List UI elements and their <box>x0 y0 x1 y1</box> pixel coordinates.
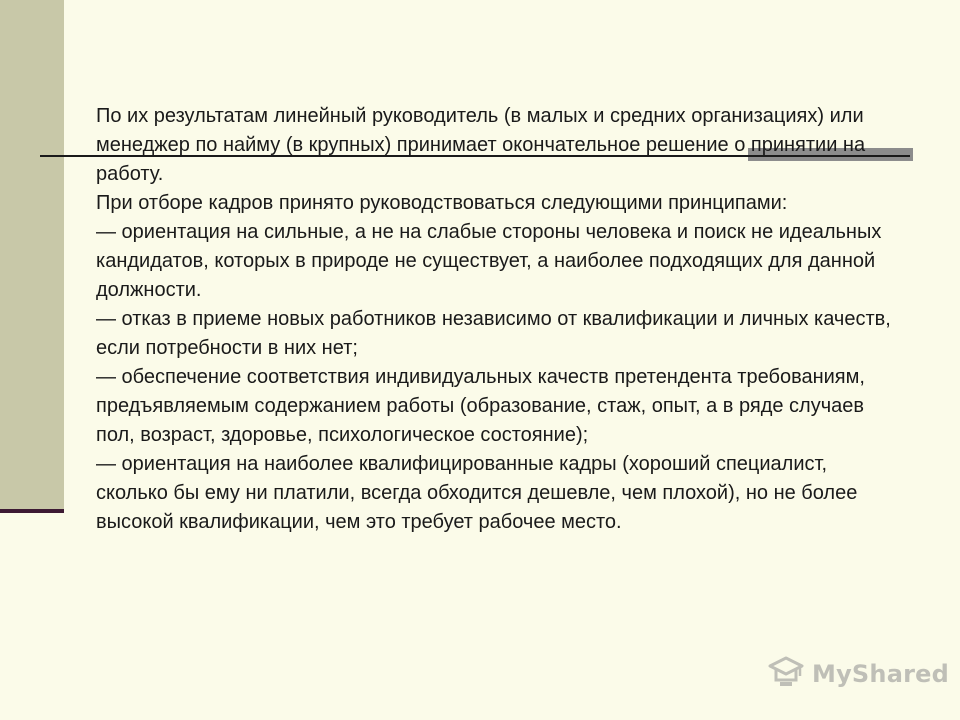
myshared-watermark <box>766 656 949 692</box>
paragraph-principle-conformity: — обеспечение соответствия индивидуальных качеств претендента требованиям, предъявляемым содержанием работы (образование, стаж, опыт, а в ряде случаев пол, возраст, здоровье, психологическое состояние); <box>96 366 865 446</box>
paragraph-principle-qualified: — ориентация на наиболее квалифицированные кадры (хороший специалист, сколько бы ему ни платили, всегда обходится дешевле, чем плохой), но не более высокой квалификации, чем это требует рабочее место. <box>96 453 858 533</box>
slide-body <box>96 102 896 537</box>
left-bar-bottom-line <box>0 509 64 513</box>
paragraph-principle-refusal: — отказ в приеме новых работников независимо от квалификации и личных качеств, если потребности в них нет; <box>96 308 891 359</box>
paragraph-principles-heading: При отборе кадров принято руководствоваться следующими принципами: <box>96 192 788 214</box>
left-decorative-bar <box>0 0 64 510</box>
paragraph-principle-strengths: — ориентация на сильные, а не на слабые стороны человека и поиск не идеальных кандидатов, которых в природе не существует, а наиболее подходящих для данной должности. <box>96 221 882 301</box>
paragraph-intro: По их результатам линейный руководитель (в малых и средних организациях) или менеджер по найму (в крупных) принимает окончательное решение о принятии на работу. <box>96 105 866 185</box>
watermark-text: MyShared <box>812 660 949 688</box>
mortarboard-monitor-icon <box>766 654 806 695</box>
